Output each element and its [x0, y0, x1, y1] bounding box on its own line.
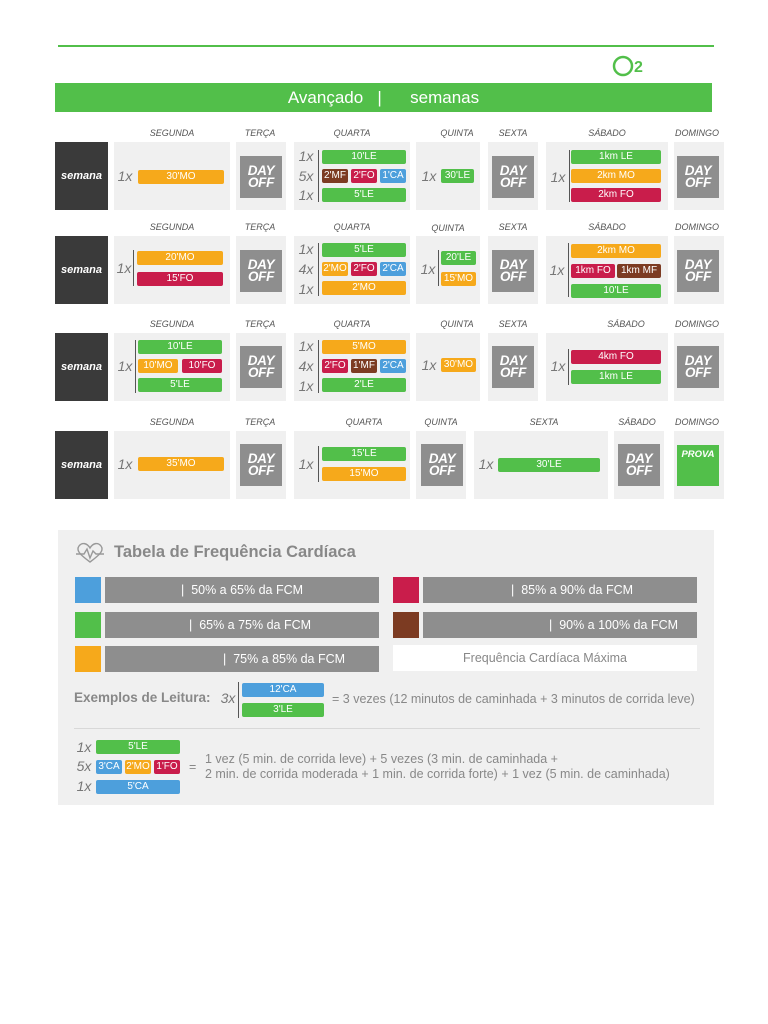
workout-tag: 1km FO — [571, 264, 615, 278]
o2-logo — [612, 54, 660, 78]
repeat-count: 1x — [298, 148, 314, 164]
repeat-count: 1x — [76, 778, 92, 794]
workout-tag: 5'LE — [96, 740, 180, 754]
repeat-count: 1x — [117, 456, 133, 472]
zone-label: | 90% a 100% da FCM — [423, 612, 697, 638]
workout-tag: 2'FO — [322, 359, 348, 373]
bracket-line — [318, 340, 319, 393]
bracket-line — [318, 446, 319, 482]
zone-label: | 65% a 75% da FCM — [105, 612, 379, 638]
repeat-count: 1x — [298, 187, 314, 203]
day-off-badge: DAY OFF — [618, 444, 660, 486]
day-header-quarta: QUARTA — [333, 222, 371, 232]
repeat-count: 1x — [117, 168, 133, 184]
day-header-segunda: SEGUNDA — [149, 319, 195, 329]
repeat-count: 5x — [76, 758, 92, 774]
day-header-terca: TERÇA — [244, 417, 276, 427]
repeat-count: 1x — [550, 358, 566, 374]
equals-sign: = — [189, 760, 197, 774]
swatch-green — [75, 612, 101, 638]
day-header-terca: TERÇA — [244, 128, 276, 138]
workout-tag: 1km LE — [571, 150, 661, 164]
day-header-sabado: SÁBADO — [588, 222, 626, 232]
workout-tag: 30'MO — [138, 170, 224, 184]
workout-tag: 1'MF — [351, 359, 377, 373]
workout-tag: 15'MO — [441, 272, 476, 286]
swatch-red — [393, 577, 419, 603]
workout-tag: 2'CA — [380, 262, 406, 276]
bracket-line — [438, 250, 439, 286]
workout-tag: 20'LE — [441, 251, 476, 265]
day-off-badge: DAY OFF — [492, 156, 534, 198]
week-label: semana — [55, 236, 108, 304]
bracket-line — [135, 340, 136, 393]
bracket-line — [318, 243, 319, 296]
day-header-sexta: SEXTA — [498, 319, 528, 329]
bracket-line — [318, 150, 319, 202]
repeat-count: 1x — [76, 739, 92, 755]
workout-tag: 5'LE — [322, 188, 406, 202]
workout-tag: 35'MO — [138, 457, 224, 471]
day-off-badge: DAY OFF — [240, 156, 282, 198]
repeat-count: 1x — [549, 262, 565, 278]
swatch-brown — [393, 612, 419, 638]
divider — [74, 728, 700, 729]
workout-tag: 12'CA — [242, 683, 324, 697]
svg-text:2: 2 — [634, 59, 643, 76]
repeat-count: 1x — [298, 281, 314, 297]
day-header-segunda: SEGUNDA — [149, 417, 195, 427]
workout-tag: 4km FO — [571, 350, 661, 364]
workout-tag: 5'LE — [138, 378, 222, 392]
day-off-badge: DAY OFF — [677, 250, 719, 292]
repeat-count: 1x — [116, 260, 132, 276]
example-explanation: = 3 vezes (12 minutos de caminhada + 3 minutos de corrida leve) — [332, 692, 695, 706]
swatch-orange — [75, 646, 101, 672]
workout-tag: 30'LE — [498, 458, 600, 472]
workout-tag: 2km MO — [571, 169, 661, 183]
repeat-count: 5x — [298, 168, 314, 184]
workout-tag: 2'FO — [351, 169, 377, 183]
workout-tag: 1'CA — [380, 169, 406, 183]
day-off-badge: DAY OFF — [677, 156, 719, 198]
bracket-line — [569, 150, 570, 202]
day-header-quarta: QUARTA — [333, 128, 371, 138]
day-off-badge: DAY OFF — [677, 346, 719, 388]
repeat-count: 1x — [298, 378, 314, 394]
swatch-blue — [75, 577, 101, 603]
day-header-quarta: QUARTA — [333, 319, 371, 329]
day-header-quinta: QUINTA — [440, 128, 474, 138]
workout-tag: 2'MO — [126, 761, 150, 772]
workout-tag: 2'LE — [322, 378, 406, 392]
example-explanation-line2: 2 min. de corrida moderada + 1 min. de corrida forte) + 1 vez (5 min. de caminhada) — [205, 767, 670, 781]
top-divider — [58, 45, 714, 47]
workout-tag: 2'MO — [322, 281, 406, 295]
day-off-badge: DAY OFF — [492, 346, 534, 388]
workout-tag: 15'FO — [137, 272, 223, 286]
day-off-badge: DAY OFF — [240, 444, 282, 486]
workout-tag: 15'MO — [322, 467, 406, 481]
workout-tag: 10'LE — [138, 340, 222, 354]
example-explanation-line1: 1 vez (5 min. de corrida leve) + 5 vezes (3 min. de caminhada + — [205, 752, 558, 766]
workout-tag: 20'MO — [137, 251, 223, 265]
day-header-segunda: SEGUNDA — [149, 128, 195, 138]
repeat-count: 3x — [220, 690, 236, 706]
legend-title: Tabela de Frequência Cardíaca — [114, 543, 356, 561]
day-header-sabado: SÁBADO — [618, 417, 656, 427]
workout-tag: 5'MO — [322, 340, 406, 354]
workout-tag: 3'LE — [242, 703, 324, 717]
week-label: semana — [55, 142, 108, 210]
day-header-domingo: DOMINGO — [675, 222, 719, 232]
day-header-quarta: QUARTA — [345, 417, 383, 427]
workout-tag: 10'LE — [322, 150, 406, 164]
workout-tag: 10'LE — [571, 284, 661, 298]
repeat-count: 1x — [421, 168, 437, 184]
workout-tag: 1km MF — [617, 264, 661, 278]
day-off-badge: DAY OFF — [421, 444, 463, 486]
workout-tag: 1'FO — [154, 760, 180, 774]
repeat-count: 1x — [421, 357, 437, 373]
day-header-terca: TERÇA — [244, 319, 276, 329]
day-off-badge: DAY OFF — [492, 250, 534, 292]
day-header-quinta: QUINTA — [424, 417, 458, 427]
week-label: semana — [55, 333, 108, 401]
day-header-segunda: SEGUNDA — [149, 222, 195, 232]
workout-tag: 5'LE — [322, 243, 406, 257]
day-header-domingo: DOMINGO — [675, 417, 719, 427]
bracket-line — [568, 243, 569, 297]
race-day-badge: PROVA — [677, 445, 719, 486]
day-header-sexta: SEXTA — [498, 222, 528, 232]
workout-tag: 10'FO — [182, 359, 222, 373]
zone-label: | 85% a 90% da FCM — [423, 577, 697, 603]
day-header-terca: TERÇA — [244, 222, 276, 232]
day-off-badge: DAY OFF — [240, 250, 282, 292]
repeat-count: 1x — [298, 338, 314, 354]
day-header-sabado: SÁBADO — [607, 319, 645, 329]
repeat-count: 1x — [478, 456, 494, 472]
heart-pulse-icon — [74, 542, 106, 564]
workout-tag: 30'MO — [441, 358, 476, 372]
zone-label: | 75% a 85% da FCM — [105, 646, 379, 672]
day-header-domingo: DOMINGO — [675, 128, 719, 138]
workout-tag: 3'CA — [96, 760, 122, 774]
repeat-count: 1x — [550, 169, 566, 185]
repeat-count: 1x — [298, 456, 314, 472]
day-header-sexta: SEXTA — [498, 128, 528, 138]
workout-tag: 10'MO — [138, 359, 178, 373]
workout-tag: 2km FO — [571, 188, 661, 202]
workout-tag: 15'LE — [322, 447, 406, 461]
workout-tag: 2km MO — [571, 244, 661, 258]
repeat-count: 1x — [117, 358, 133, 374]
bracket-line — [568, 349, 569, 385]
workout-tag: 30'LE — [441, 169, 474, 183]
plan-title-banner: Avançado | semanas — [55, 83, 712, 112]
examples-label: Exemplos de Leitura: — [74, 690, 211, 705]
day-header-quinta: QUINTA — [440, 319, 474, 329]
fcm-label: Frequência Cardíaca Máxima — [393, 645, 697, 671]
day-header-domingo: DOMINGO — [675, 319, 719, 329]
repeat-count: 4x — [298, 358, 314, 374]
day-header-quinta: QUINTA — [431, 223, 465, 233]
workout-tag: 5'CA — [96, 780, 180, 794]
bracket-line — [133, 250, 134, 286]
day-off-badge: DAY OFF — [240, 346, 282, 388]
zone-label: | 50% a 65% da FCM — [105, 577, 379, 603]
workout-tag: 2'MF — [322, 169, 348, 183]
workout-tag: 2'CA — [380, 359, 406, 373]
day-header-sexta: SEXTA — [529, 417, 559, 427]
repeat-count: 4x — [298, 261, 314, 277]
day-header-sabado: SÁBADO — [588, 128, 626, 138]
workout-tag: 1km LE — [571, 370, 661, 384]
workout-tag: 2'FO — [351, 262, 377, 276]
repeat-count: 1x — [420, 261, 436, 277]
workout-tag: 2'MO — [323, 263, 347, 274]
week-label: semana — [55, 431, 108, 499]
repeat-count: 1x — [298, 241, 314, 257]
bracket-line — [238, 682, 239, 718]
